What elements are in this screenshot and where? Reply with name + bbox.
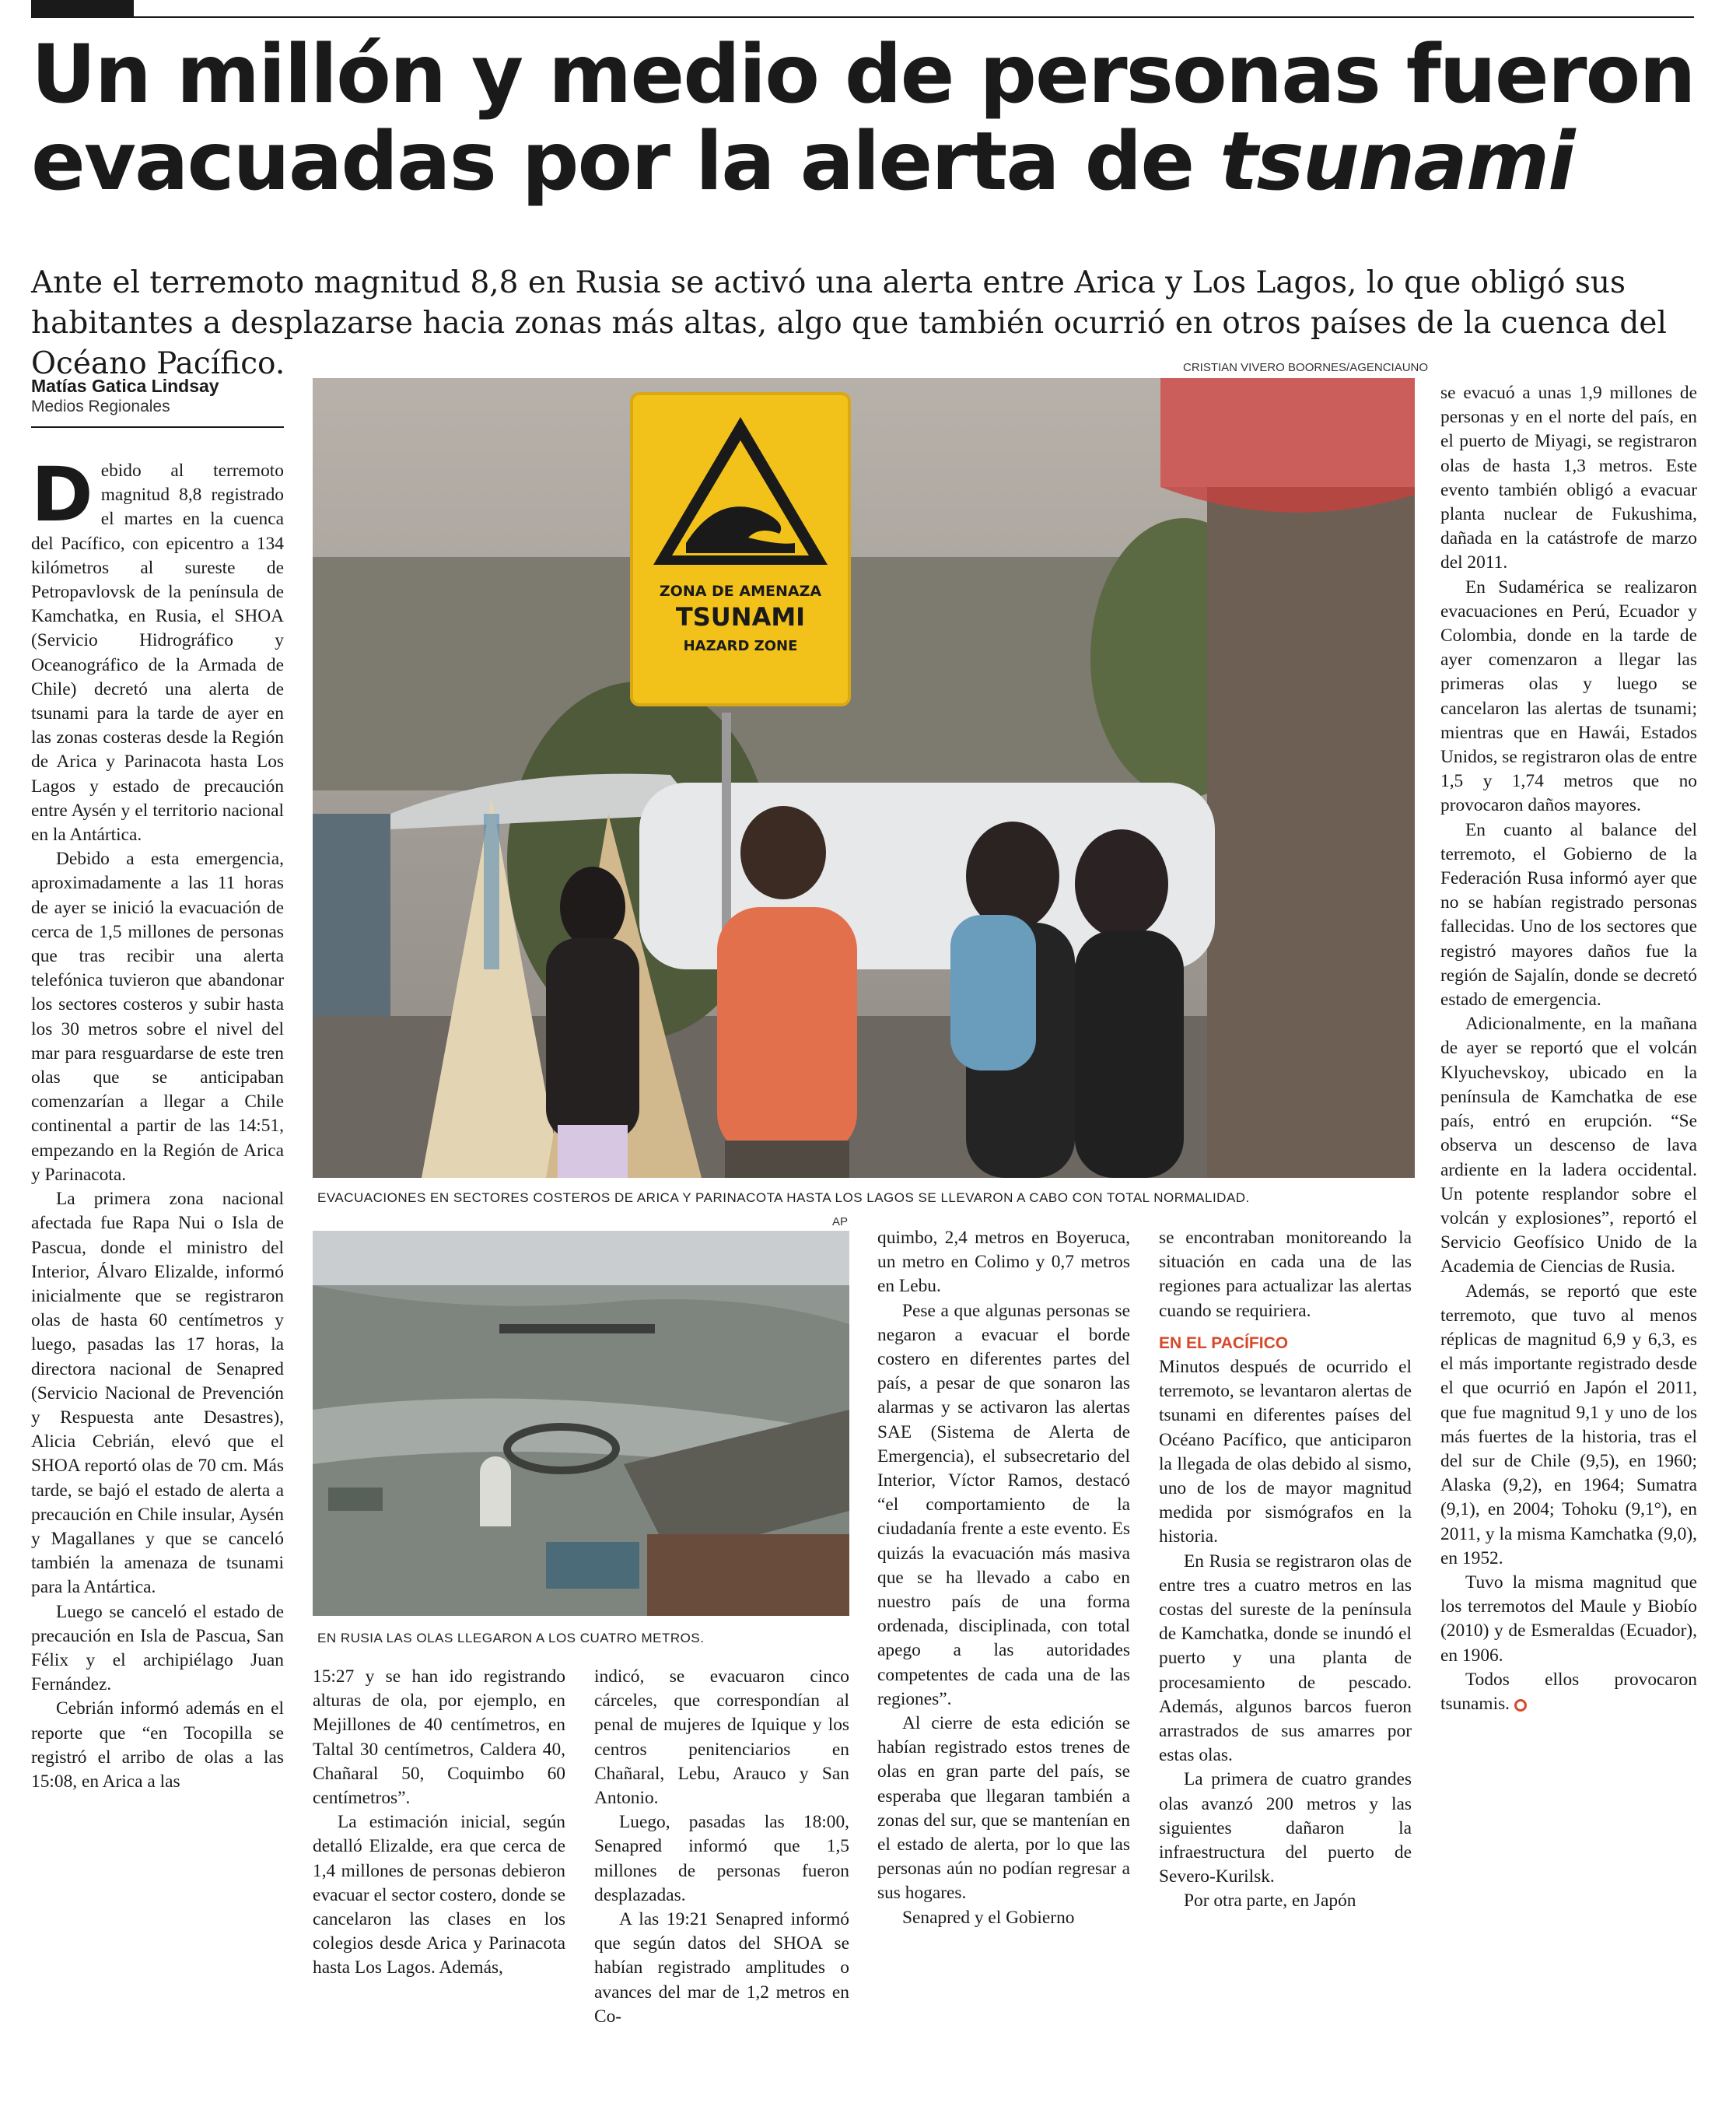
paragraph: La primera zona nacional afectada fue Rapa Nui o Isla de Pascua, donde el ministro del Interior, Álvaro Elizalde, informó inicialmente que se registraron olas de hasta 60 centímetros y luego, pasadas las 17 horas, la directora nacional de Senapred (Servicio Nacional de Prevención y Respuesta ante Desastres), Alicia Cebrián, elevó que el SHOA reportó olas de 70 cm. Más tarde, se bajó el estado de alerta a precaución en Chile insular, Aysén y Magallanes y que se canceló también la amenaza de tsunami para la Antártica. — [31, 1189, 284, 1598]
paragraph: Debido a esta emergencia, aproximadamente a las 11 horas de ayer se inició la evacuación de cerca de 1,5 millones de personas que tras recibir una alerta telefónica tuvieron que abandonar los sectores costeros y subir hasta los 30 metros sobre el nivel del mar para resguardarse de este tren olas que se anticipaban comenzarían a llegar a Chile continental a partir de las 14:51, empezando en la Región de Arica y Parinacota. — [31, 849, 284, 1185]
photo-main — [313, 378, 1415, 1178]
paragraph: En Sudamérica se realizaron evacuaciones en Perú, Ecuador y Colombia, donde en la tarde de ayer comenzaron a llegar las primeras olas y luego se cancelaron las alertas de tsunami; mientras que en Hawái, Estados Unidos, se registraron olas de entre 1,5 y 1,74 metros que no provocaron daños mayores. — [1440, 576, 1697, 816]
photo-aerial — [313, 1231, 849, 1616]
paragraph — [1440, 1668, 1697, 1716]
paragraph: Luego se canceló el estado de precaución en Isla de Pascua, San Félix y el archipiélago Juan Fernández. — [31, 1601, 284, 1695]
sign-line1: ZONA DE AMENAZA — [659, 583, 822, 600]
paragraph: Luego, pasadas las 18:00, Senapred informó que 1,5 millones de personas fueron desplazadas. — [594, 1812, 849, 1905]
paragraph: Por otra parte, en Japón — [1184, 1890, 1356, 1912]
article-column-3 — [594, 1665, 849, 2029]
paragraph: Cebrián informó además en el reporte que “en Tocopilla se registró el arribo de olas a las 15:08, en Arica a las — [31, 1698, 284, 1792]
article-column-4 — [877, 1226, 1130, 1930]
paragraph-text: ebido al terremoto magnitud 8,8 registrado el martes en la cuenca del Pacífico, con epicentro a 134 kilómetros al sureste de Petropavlovsk de la península de Kamchatka, en Rusia, el SHOA (Servicio Hidrográfico y Oceanográfico de la Armada de Chile) decretó una alerta de tsunami para la tarde de ayer en las zonas costeras desde la Región de Arica y Parinacota hasta Los Lagos y estado de precaución entre Aysén y el territorio nacional en la Antártica. — [31, 461, 284, 846]
paragraph: La primera de cuatro grandes olas avanzó 200 metros y las siguientes dañaron la infraestructura del puerto de Severo-Kurilsk. — [1159, 1769, 1412, 1887]
circle-end-icon — [1514, 1699, 1527, 1712]
sign-line3: HAZARD ZONE — [683, 638, 798, 654]
headline-text: Un millón y medio de personas fueron evacuadas por la alerta de — [31, 28, 1695, 208]
dropcap: D — [31, 451, 93, 538]
byline-author: Matías Gatica Lindsay — [31, 376, 219, 396]
paragraph: Tuvo la misma magnitud que los terremotos del Maule y Biobío (2010) y de Esmeraldas (Ecuador), en 1906. — [1440, 1572, 1697, 1666]
photo-aerial-illustration — [313, 1231, 849, 1616]
article-column-1 — [31, 451, 284, 1794]
photo-main-credit: CRISTIAN VIVERO BOORNES/AGENCIAUNO — [1183, 361, 1429, 374]
paragraph: Pese a que algunas personas se negaron a evacuar el borde costero en diferentes partes del país, a pesar de que sonaron las alarmas y se activaron las alertas SAE (Sistema de Alerta de Emergencia), el subsecretario del Interior, Víctor Ramos, destacó “el comportamiento de la ciudadanía frente a este evento. Es quizás la evacuación más masiva que se ha llevado a cabo en nuestro país de una forma ordenada, disciplinada, con total apego a las autoridades competentes de cada una de las regiones”. — [877, 1300, 1130, 1709]
paragraph: 15:27 y se han ido registrando alturas de ola, por ejemplo, en Mejillones de 40 centímetros, en Taltal 30 centímetros, Caldera 40, Chañaral 50, Coquimbo 60 centímetros”. — [313, 1666, 565, 1809]
paragraph-text: Todos ellos provocaron tsunamis. — [1440, 1669, 1697, 1714]
photo-main-illustration — [313, 378, 1415, 1178]
photo-main-caption: EVACUACIONES EN SECTORES COSTEROS DE ARICA Y PARINACOTA HASTA LOS LAGOS SE LLEVARON A CABO CON TOTAL NORMALIDAD. — [317, 1190, 1250, 1205]
article-column-2 — [313, 1665, 565, 1981]
paragraph: Al cierre de esta edición se habían registrado estos trenes de olas en gran parte del país, se esperaba que llegaran también a zonas del sur, que se mantenían en el estado de alerta, por lo que las personas aún no podían regresar a sus hogares. — [877, 1713, 1130, 1904]
headline — [31, 28, 1703, 208]
paragraph: Adicionalmente, en la mañana de ayer se reportó que el volcán Klyuchevskoy, ubicado en la península de Kamchatka de ese país, entró en erupción. “Se observa un descenso de lava ardiente en la ladera occidental. Un potente resplandor sobre el volcán y explosiones”, reportó el Servicio Geofísico Unido de la Academia de Ciencias de Rusia. — [1440, 1014, 1697, 1277]
photo-aerial-credit: AP — [832, 1215, 849, 1228]
paragraph: Además, se reportó que este terremoto, que tuvo al menos réplicas de magnitud 6,9 y 6,3, es el más importante registrado desde el que ocurrió en Japón el 2011, que fue magnitud 9,1 y uno de los más fuertes de la historia, tras el del sur de Chile (9,5), en 1960; Alaska (9,2), en 1964; Sumatra (9,1), en 2004; Tohoku (9,1°), en 2011, y la misma Kamchatka (9,0), en 1952. — [1440, 1281, 1697, 1568]
article-column-5 — [1159, 1226, 1412, 1914]
byline-org: Medios Regionales — [31, 398, 170, 415]
sign-line2: TSUNAMI — [675, 602, 806, 632]
section-tab — [31, 0, 134, 17]
paragraph: La estimación inicial, según detalló Elizalde, era que cerca de 1,4 millones de personas debieron evacuar el sector costero, donde se cancelaron las clases en los colegios desde Arica y Parinacota hasta Los Lagos. Además, — [313, 1812, 565, 1978]
paragraph: Senapred y el Gobierno — [902, 1907, 1075, 1928]
byline-rule — [31, 426, 284, 428]
photo-aerial-caption: EN RUSIA LAS OLAS LLEGARON A LOS CUATRO METROS. — [317, 1631, 705, 1645]
top-rule — [31, 16, 1694, 18]
standfirst: Ante el terremoto magnitud 8,8 en Rusia se activó una alerta entre Arica y Los Lagos, lo que obligó sus habitantes a desplazarse hacia zonas más altas, algo que también ocurrió en otros países de la cuenca del Océano Pacífico. — [31, 265, 1667, 381]
headline-italic: tsunami — [1220, 115, 1574, 208]
paragraph: En Rusia se registraron olas de entre tres a cuatro metros en las costas del sureste de la península de Kamchatka, donde se inundó el puerto y una planta de procesamiento de pescado. Además, algunos barcos fueron arrastrados de sus amarres por estas olas. — [1159, 1551, 1412, 1766]
subheading: EN EL PACÍFICO — [1159, 1333, 1289, 1352]
paragraph: se encontraban monitoreando la situación en cada una de las regiones para actualizar las alertas cuando se requiriera. — [1159, 1228, 1412, 1321]
article-column-6 — [1440, 381, 1697, 1716]
paragraph: A las 19:21 Senapred informó que según datos del SHOA se habían registrado amplitudes o avances del mar de 1,2 metros en Co- — [594, 1909, 849, 2027]
paragraph: Minutos después de ocurrido el terremoto, se levantaron alertas de tsunami en diferentes países del Océano Pacífico, que anticiparon la llegada de olas debido al sismo, uno de los de mayor magnitud medida por sismógrafos en la historia. — [1159, 1357, 1412, 1547]
paragraph: se evacuó a unas 1,9 millones de personas y en el norte del país, en el puerto de Miyagi, se registraron olas de hasta 1,3 metros. Este evento también obligó a evacuar planta nuclear de Fukushima, dañada en la catástrofe de marzo del 2011. — [1440, 383, 1697, 573]
paragraph: En cuanto al balance del terremoto, el Gobierno de la Federación Rusa informó ayer que no se habían registrado personas fallecidas. Uno de los sectores que registró mayores daños fue la región de Sajalín, donde se decretó estado de emergencia. — [1440, 819, 1697, 1011]
paragraph: indicó, se evacuaron cinco cárceles, que correspondían al penal de mujeres de Iquique y los centros penitenciarios en Chañaral, Lebu, Arauco y San Antonio. — [594, 1666, 849, 1809]
paragraph — [31, 451, 284, 847]
paragraph: quimbo, 2,4 metros en Boyeruca, un metro en Colimo y 0,7 metros en Lebu. — [877, 1228, 1130, 1297]
byline — [31, 375, 284, 417]
